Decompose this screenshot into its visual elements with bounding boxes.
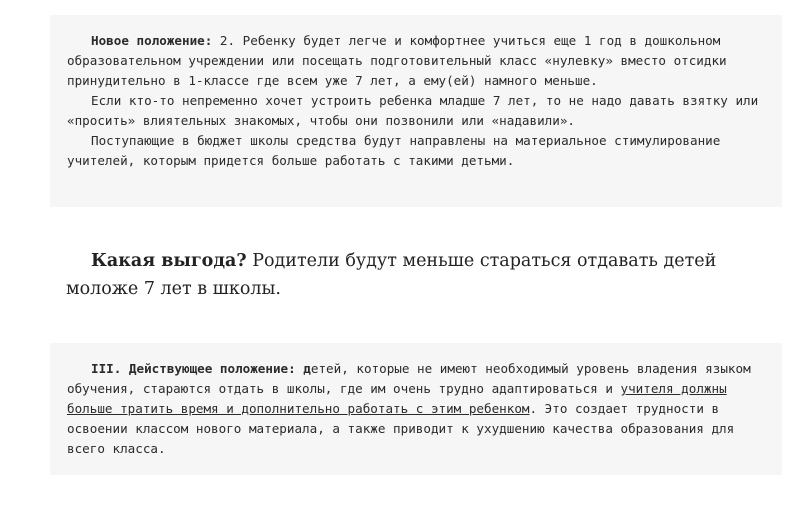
paragraph-budget: Поступающие в бюджет школы средства будут направлены на материальное стимулирование учителей, которым придется больше работать с такими детьми. [67,133,721,168]
benefit-text: Родители будут меньше стараться отдавать детей моложе 7 лет в школы. [66,251,717,299]
paragraph-bribe: Если кто-то непременно хочет устроить ребенка младше 7 лет, то не надо давать взятку или «просить» влиятельных знакомых, чтобы они позвонили или «надавили». [67,93,759,128]
code-block-new-provision [50,15,782,207]
current-provision-text-before: етей, которые не имеют необходимый уровень владения языком обучения, стараются отдать в школы, где им очень трудно адаптироваться и [67,361,751,396]
benefit-paragraph [66,247,766,303]
paragraph-new-provision [67,31,768,91]
current-provision-label: III. Действующее положение: д [91,361,311,376]
benefit-label: Какая выгода? [91,251,247,271]
current-provision-text-after: . Это создает трудности в освоении классом нового материала, а также приводит к ухудшению качества образования для всего класса. [67,401,735,456]
code-block-current-provision [50,343,782,475]
paragraph-current-provision [67,359,768,459]
current-provision-underlined: учителя должны больше тратить время и дополнительно работать с этим ребенком [67,381,727,416]
new-provision-label: Новое положение: [91,33,213,48]
new-provision-text: 2. Ребенку будет легче и комфортнее учиться еще 1 год в дошкольном образовательном учреждении или посещать подготовительный класс «нулевку» вместо отсидки принудительно в 1-классе где всем уже 7 лет, а ему(ей) намного меньше. [67,33,727,88]
